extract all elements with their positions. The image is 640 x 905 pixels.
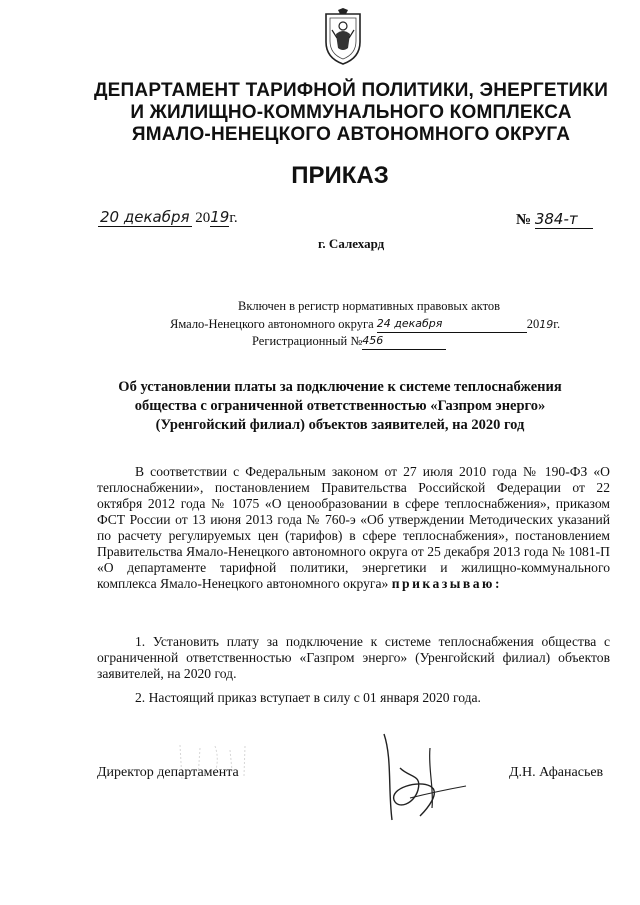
- order-date: [98, 208, 238, 227]
- preamble-paragraph: [97, 464, 610, 592]
- registration-suffix: г.: [553, 317, 561, 331]
- order-item-2: 2. Настоящий приказ вступает в силу с 01 января 2020 года.: [135, 690, 481, 705]
- registration-prefix: Ямало-Ненецкого автономного округа: [170, 317, 374, 331]
- handwritten-signature-icon: [370, 728, 490, 828]
- registration-number-label: Регистрационный №: [252, 334, 363, 348]
- order-year-suffix: г.: [229, 210, 238, 226]
- order-number-handwritten: 384-т: [535, 210, 593, 229]
- order-year-handwritten: 19: [210, 208, 230, 226]
- registration-line-3: [252, 332, 446, 350]
- order-number: [516, 210, 593, 229]
- subject-line-3: (Уренгойский филиал) объектов заявителей, на 2020 год: [155, 417, 525, 433]
- order-title: ПРИКАЗ: [291, 162, 389, 189]
- order-subject: [105, 378, 575, 435]
- department-line-3: ЯМАЛО-НЕНЕЦКОГО АВТОНОМНОГО ОКРУГА: [131, 124, 571, 145]
- registration-line-2: [170, 315, 560, 333]
- department-line-1: ДЕПАРТАМЕНТ ТАРИФНОЙ ПОЛИТИКИ, ЭНЕРГЕТИКИ: [93, 80, 609, 101]
- registration-year-prefix: 20: [526, 317, 540, 331]
- registration-line-1: Включен в регистр нормативных правовых актов: [238, 299, 501, 313]
- order-date-handwritten: 20 декабря: [100, 208, 190, 226]
- coat-of-arms-icon: [318, 8, 368, 68]
- registration-number-handwritten: 456: [362, 332, 446, 350]
- order-command: приказываю:: [391, 576, 502, 591]
- order-number-label: №: [516, 212, 532, 228]
- subject-line-1: Об установлении платы за подключение к системе теплоснабжения: [118, 379, 562, 395]
- registration-date-handwritten: 24 декабря: [377, 315, 527, 333]
- department-line-2: И ЖИЛИЩНО-КОММУНАЛЬНОГО КОМПЛЕКСА: [130, 102, 572, 123]
- department-header: [60, 80, 640, 146]
- signer-name: Д.Н. Афанасьев: [509, 765, 604, 780]
- order-city: г. Салехард: [318, 236, 385, 251]
- order-year-prefix: 20: [195, 210, 211, 226]
- subject-line-2: общества с ограниченной ответственностью «Газпром энерго»: [134, 398, 546, 414]
- director-title: Директор департамента: [97, 765, 239, 780]
- order-item-1: 1. Установить плату за подключение к системе теплоснабжения общества с ограниченной ответственностью «Газпром энерго» (Уренгойский филиал) объектов заявителей, на 2020 год.: [97, 634, 610, 681]
- preamble-text: В соответствии с Федеральным законом от 27 июля 2010 года № 190-ФЗ «О теплоснабжении», постановлением Правительства Российской Федерации от 22 октября 2012 года № 1075 «О ценообразовании в сфере теплоснабжения», приказом ФСТ России от 13 июня 2013 года № 760-э «Об утверждении Методических указаний по расчету регулируемых цен (тарифов) в сфере теплоснабжения», постановлением Правительства Ямало-Ненецкого автономного округа от 25 декабря 2013 года № 1081-П «О департаменте тарифной политики, энергетики и жилищно-коммунального комплекса Ямало-Ненецкого автономного округа»: [97, 464, 610, 591]
- registration-year-handwritten: 19: [539, 318, 554, 331]
